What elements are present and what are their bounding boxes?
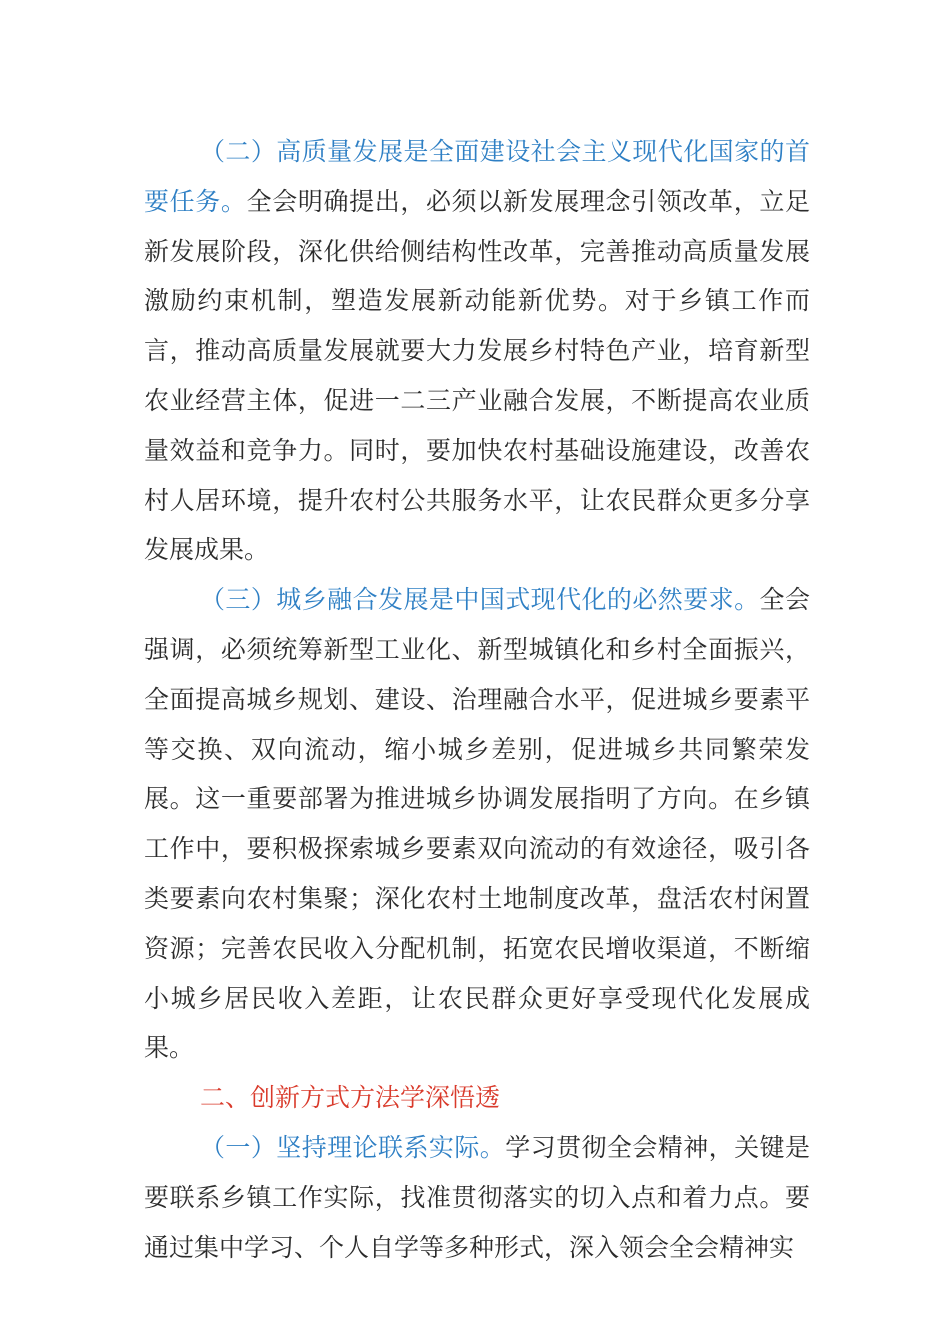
paragraph-theory-practice bbox=[144, 1123, 810, 1272]
paragraph-body-text: 全会强调，必须统筹新型工业化、新型城镇化和乡村全面振兴，全面提高城乡规划、建设、治理融合水平，促进城乡要素平等交换、双向流动，缩小城乡差别，促进城乡共同繁荣发展。这一重要部署为推进城乡协调发展指明了方向。在乡镇工作中，要积极探索城乡要素双向流动的有效途径，吸引各类要素向农村集聚；深化农村土地制度改革，盘活农村闲置资源；完善农民收入分配机制，拓宽农民增收渠道，不断缩小城乡居民收入差距，让农民群众更好享受现代化发展成果。 bbox=[144, 585, 810, 1063]
document-body bbox=[144, 127, 810, 1272]
paragraph-body-text: 学习贯彻全会精神，关键是要联系乡镇工作实际，找准贯彻落实的切入点和着力点。要通过集中学习、个人自学等多种形式，深入领会全会精神实 bbox=[144, 1132, 810, 1262]
paragraph-lead-text: （一）坚持理论联系实际。 bbox=[200, 1132, 506, 1162]
paragraph-high-quality-development bbox=[144, 127, 810, 575]
paragraph-lead-text: （二）高质量发展是全面建设社会主义现代化国家的首要任务。 bbox=[144, 137, 810, 216]
paragraph-lead-text: （三）城乡融合发展是中国式现代化的必然要求。 bbox=[200, 585, 760, 615]
paragraph-urban-rural-integration bbox=[144, 575, 810, 1073]
paragraph-body-text: 全会明确提出，必须以新发展理念引领改革，立足新发展阶段，深化供给侧结构性改革，完善推动高质量发展激励约束机制，塑造发展新动能新优势。对于乡镇工作而言，推动高质量发展就要大力发展乡村特色产业，培育新型农业经营主体，促进一二三产业融合发展，不断提高农业质量效益和竞争力。同时，要加快农村基础设施建设，改善农村人居环境，提升农村公共服务水平，让农民群众更多分享发展成果。 bbox=[144, 186, 810, 565]
section-heading: 二、创新方式方法学深悟透 bbox=[200, 1083, 501, 1113]
